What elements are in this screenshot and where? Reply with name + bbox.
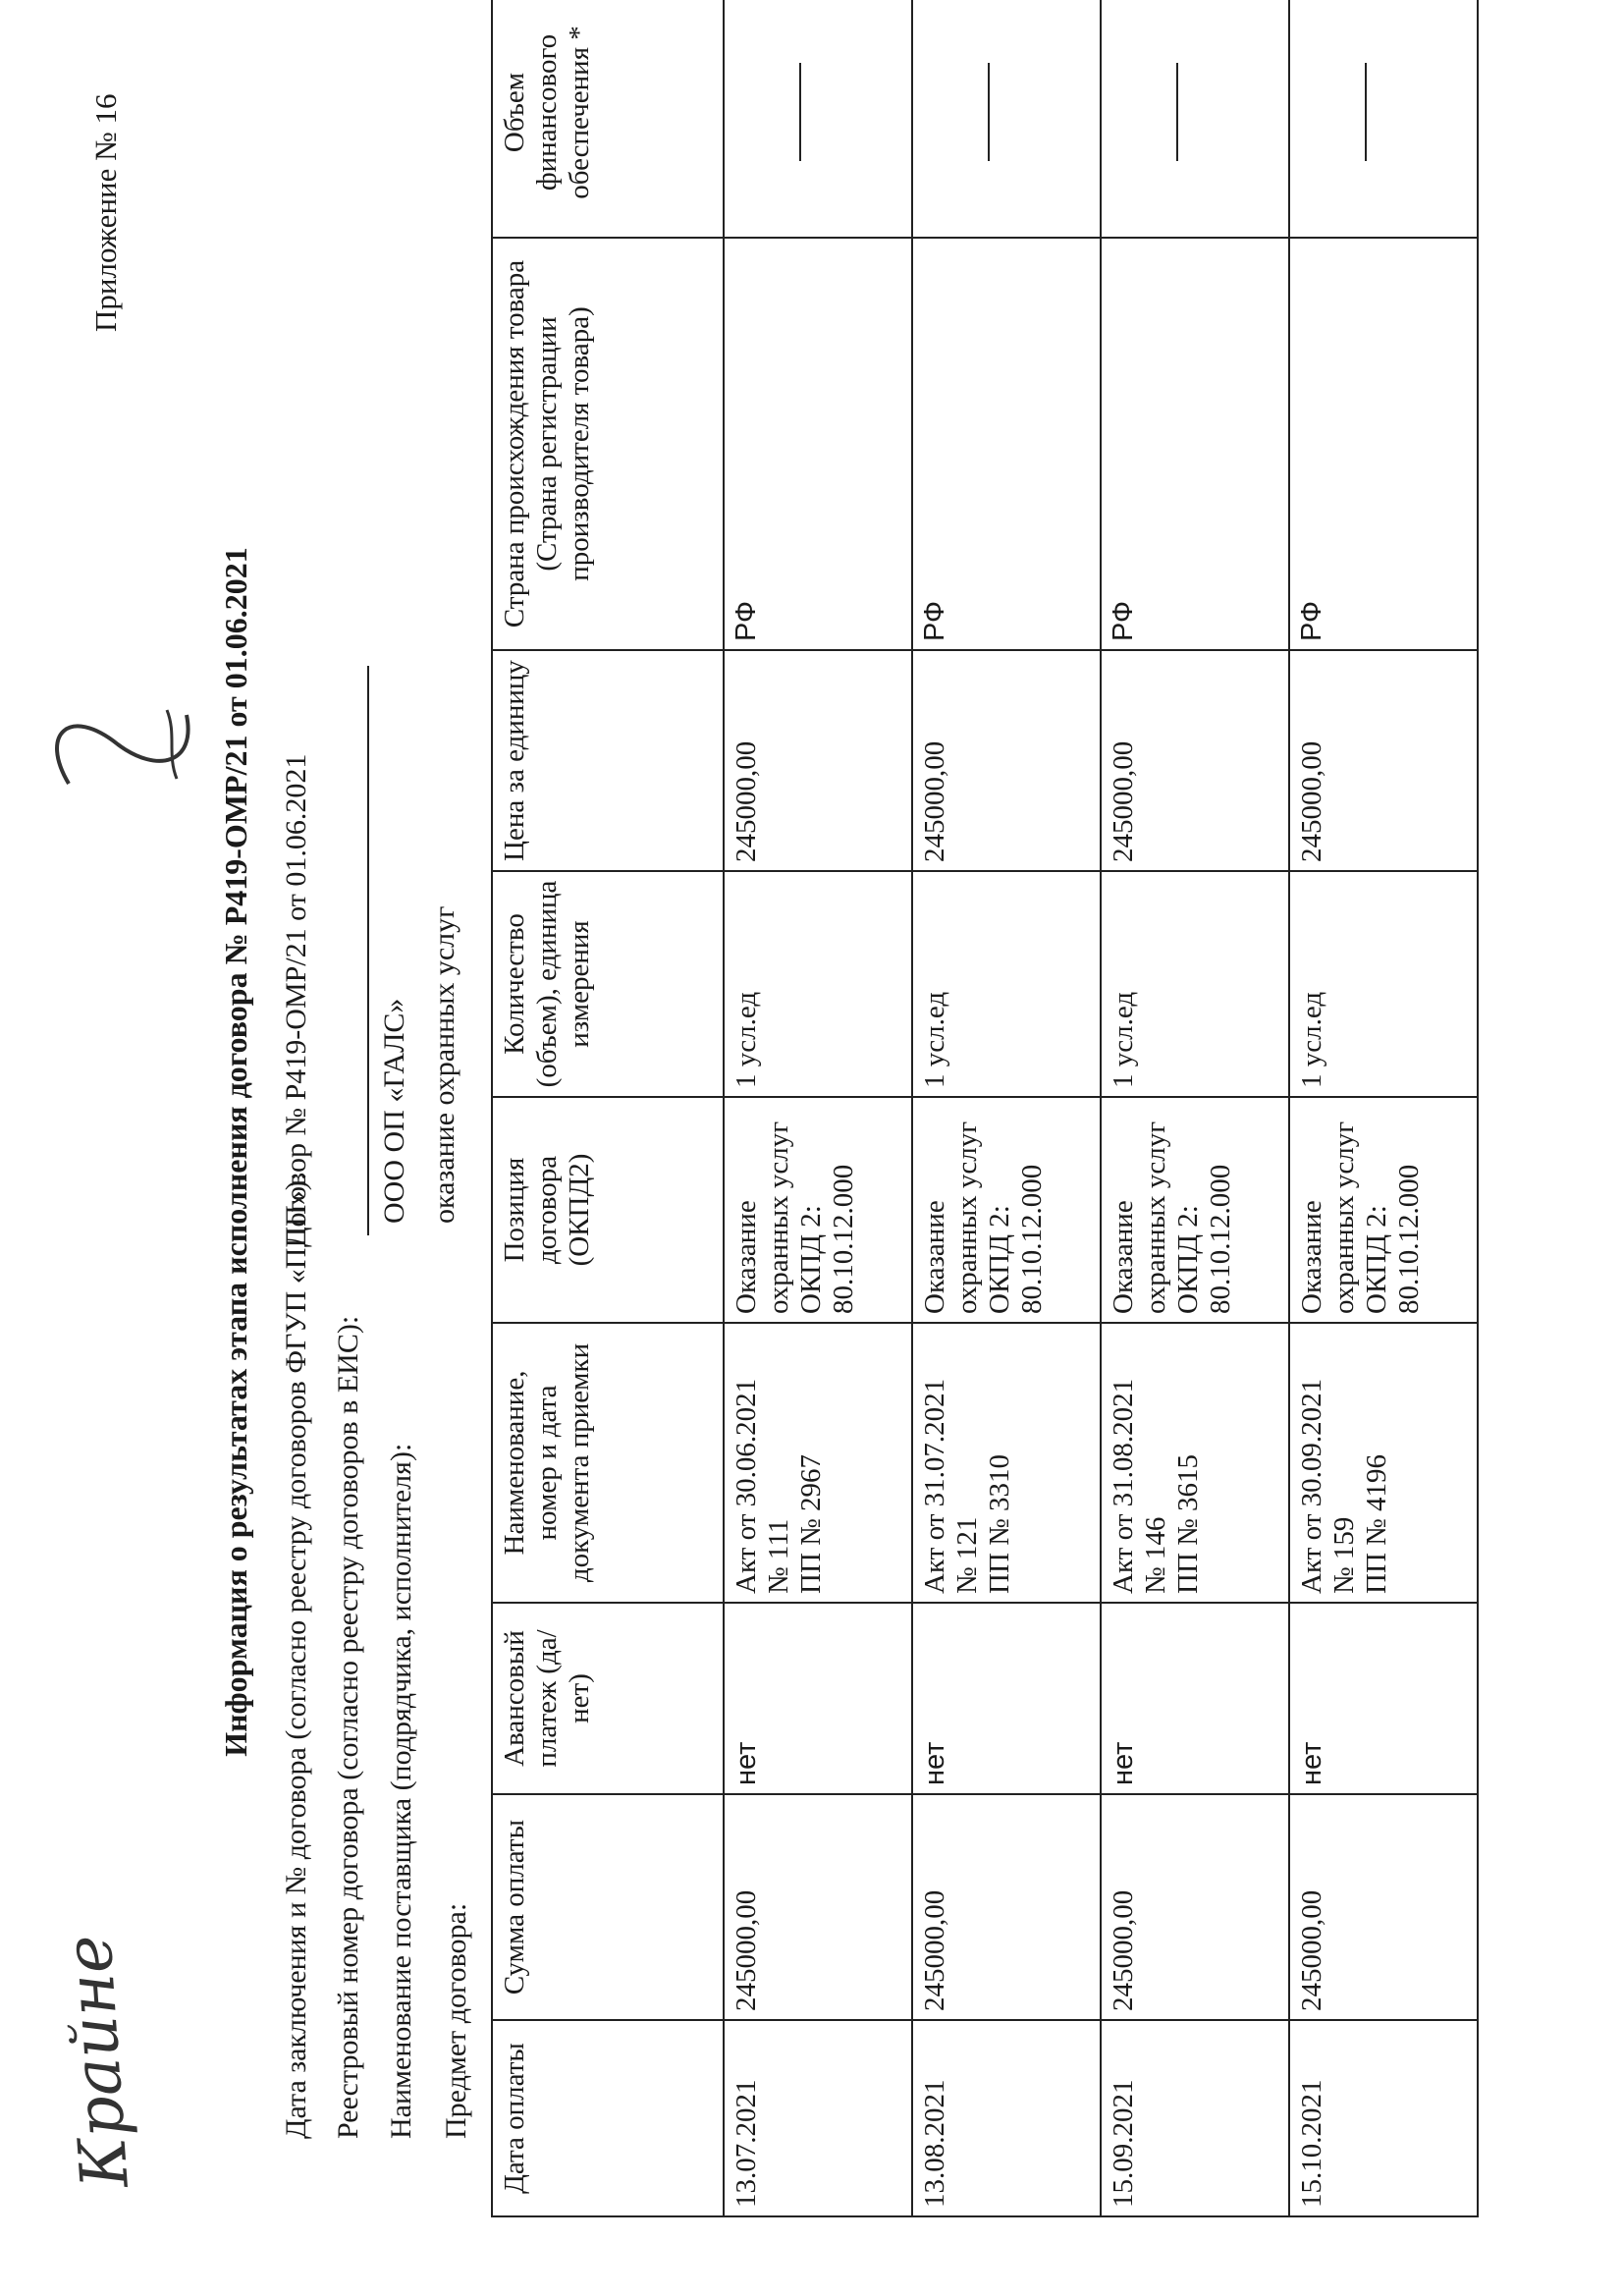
cell-financing	[1101, 0, 1289, 238]
cell-contract-position: Оказание охранных услуг ОКПД 2: 80.10.12.000	[724, 1097, 912, 1323]
doc-act: Акт от 31.07.2021	[919, 1378, 950, 1594]
doc-act: Акт от 30.09.2021	[1296, 1378, 1327, 1594]
doc-payment-order: ПП № 3310	[984, 1453, 1015, 1594]
cell-country: РФ	[912, 238, 1101, 650]
table-row	[724, 0, 912, 2216]
appendix-label: Приложение № 16	[88, 93, 123, 332]
dash-mark	[988, 64, 990, 162]
header-unit-price: Цена за единицу	[492, 650, 724, 871]
header-country: Страна происхождения товара (Страна регистрации производителя товара)	[492, 238, 724, 650]
cell-payment-date: 15.09.2021	[1101, 2020, 1289, 2216]
table-row	[1101, 0, 1289, 2216]
cell-payment-date: 15.10.2021	[1289, 2020, 1478, 2216]
registry-number-label: Реестровый номер договора (согласно реестру договоров в ЕИС):	[332, 1315, 364, 2139]
cell-payment-sum: 245000,00	[724, 1794, 912, 2020]
dash-mark	[1176, 64, 1178, 162]
contract-subject-value: оказание охранных услуг	[428, 905, 460, 1224]
cell-quantity: 1 усл.ед	[1101, 871, 1289, 1097]
cell-payment-sum: 245000,00	[1101, 1794, 1289, 2020]
cell-payment-date: 13.07.2021	[724, 2020, 912, 2216]
cell-country: РФ	[1101, 238, 1289, 650]
cell-unit-price: 245000,00	[724, 650, 912, 871]
doc-number: № 146	[1140, 1516, 1171, 1594]
cell-unit-price: 245000,00	[1289, 650, 1478, 871]
dash-mark	[1365, 64, 1367, 162]
header-payment-sum: Сумма оплаты	[492, 1794, 724, 2020]
document-title: Информация о результатах этапа исполнения договора № Р419-ОМР/21 от 01.06.2021	[218, 547, 253, 1757]
cell-contract-position: Оказание охранных услуг ОКПД 2: 80.10.12.000	[912, 1097, 1101, 1323]
handwritten-signature: Крайне	[50, 1932, 143, 2191]
cell-financing	[724, 0, 912, 238]
doc-payment-order: ПП № 2967	[795, 1453, 827, 1594]
table-header-row	[492, 0, 724, 2216]
header-financing: Объем финансового обеспечения *	[492, 0, 724, 238]
cell-contract-position: Оказание охранных услуг ОКПД 2: 80.10.12.000	[1101, 1097, 1289, 1323]
cell-country: РФ	[1289, 238, 1478, 650]
header-payment-date: Дата оплаты	[492, 2020, 724, 2216]
doc-payment-order: ПП № 3615	[1172, 1453, 1204, 1594]
header-contract-position: Позиция договора (ОКПД2)	[492, 1097, 724, 1323]
doc-act: Акт от 31.08.2021	[1108, 1378, 1139, 1594]
doc-number: № 121	[951, 1516, 983, 1594]
contract-info	[0, 0, 511, 2296]
dash-mark	[799, 64, 801, 162]
cell-financing	[1289, 0, 1478, 238]
supplier-name-value: ООО ОП «ГАЛС»	[378, 998, 410, 1224]
cell-quantity: 1 усл.ед	[912, 871, 1101, 1097]
doc-act: Акт от 30.06.2021	[730, 1378, 762, 1594]
contract-subject-label: Предмет договора:	[440, 1902, 472, 2139]
cell-payment-sum: 245000,00	[912, 1794, 1101, 2020]
cell-acceptance-doc	[1101, 1323, 1289, 1603]
header-quantity: Количество (объем), единица измерения	[492, 871, 724, 1097]
cell-unit-price: 245000,00	[1101, 650, 1289, 871]
conclusion-date-value: Договор № Р419-ОМР/21 от 01.06.2021	[280, 753, 312, 1247]
doc-number: № 111	[763, 1518, 794, 1594]
table-row	[1289, 0, 1478, 2216]
cell-country: РФ	[724, 238, 912, 650]
cell-advance: нет	[1101, 1603, 1289, 1794]
cell-payment-date: 13.08.2021	[912, 2020, 1101, 2216]
cell-advance: нет	[1289, 1603, 1478, 1794]
cell-advance: нет	[912, 1603, 1101, 1794]
header-advance: Авансовый платеж (да/нет)	[492, 1603, 724, 1794]
supplier-underline	[367, 666, 369, 1235]
cell-acceptance-doc	[912, 1323, 1101, 1603]
payments-table	[491, 0, 1479, 2217]
cell-quantity: 1 усл.ед	[724, 871, 912, 1097]
doc-number: № 159	[1328, 1516, 1360, 1594]
table-row	[912, 0, 1101, 2216]
cell-quantity: 1 усл.ед	[1289, 871, 1478, 1097]
cell-advance: нет	[724, 1603, 912, 1794]
cell-unit-price: 245000,00	[912, 650, 1101, 871]
doc-payment-order: ПП № 4196	[1361, 1453, 1392, 1594]
header-acceptance-doc: Наименование, номер и дата документа приемки	[492, 1323, 724, 1603]
cell-acceptance-doc	[724, 1323, 912, 1603]
cell-payment-sum: 245000,00	[1289, 1794, 1478, 2020]
conclusion-date-label: Дата заключения и № договора (согласно реестру договоров ФГУП «ППП»):	[280, 1172, 312, 2139]
supplier-name-label: Наименование поставщика (подрядчика, исполнителя):	[385, 1443, 417, 2139]
cell-contract-position: Оказание охранных услуг ОКПД 2: 80.10.12.000	[1289, 1097, 1478, 1323]
cell-acceptance-doc	[1289, 1323, 1478, 1603]
cell-financing	[912, 0, 1101, 238]
